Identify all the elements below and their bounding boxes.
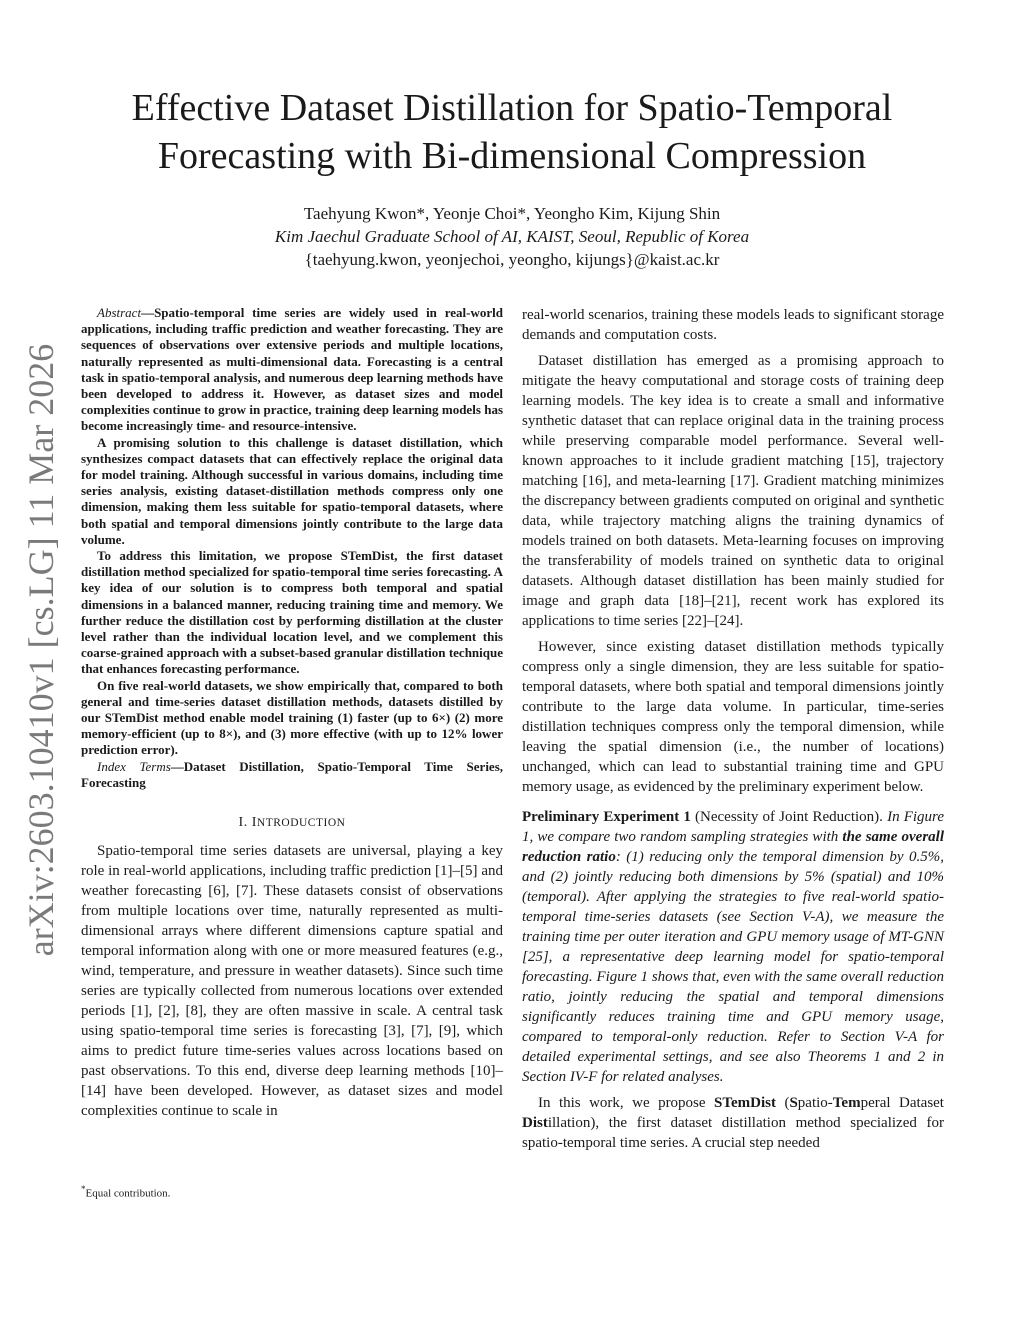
left-column bbox=[81, 305, 503, 1121]
author-names: Taehyung Kwon*, Yeonje Choi*, Yeongho Kim, Kijung Shin bbox=[303, 204, 721, 223]
section-heading-introduction bbox=[81, 815, 503, 831]
section-title-initial: I bbox=[251, 815, 257, 831]
right-paragraph-4 bbox=[522, 1093, 944, 1153]
index-terms-label: Index Terms bbox=[97, 758, 171, 774]
preliminary-experiment bbox=[522, 807, 944, 1087]
prelim-bold: the same overall reduction ratio bbox=[522, 829, 945, 865]
prelim-label: Preliminary Experiment 1 bbox=[522, 809, 691, 825]
abstract-paragraph-4: On five real-world datasets, we show empirically that, compared to both general and time-series dataset distillation methods, datasets distilled by our STemDist method enable model training (1) faster (up to 6×) (2) more memory-efficient (up to 8×), and (3) more effective (with up to 12% lower prediction error). bbox=[81, 677, 503, 758]
abstract-text-1: —Spatio-temporal time series are widely used in real-world applications, including traffic prediction and weather forecasting. They are sequences of observations over extensive periods and multiple locations, naturally represented as multi-dimensional data. Forecasting is a central task in spatio-temporal analysis, and numerous deep learning methods have been developed to address it. However, as dataset sizes and model complexities continue to grow in practice, training deep learning models has become increasingly time- and resource-intensive. bbox=[81, 305, 503, 434]
section-number: I. bbox=[238, 815, 248, 831]
title-line-2: Forecasting with Bi-dimensional Compression bbox=[157, 135, 867, 177]
footnote bbox=[81, 1182, 503, 1201]
title-line-1: Effective Dataset Distillation for Spatio-Temporal bbox=[131, 87, 893, 129]
index-terms-text: —Dataset Distillation, Spatio-Temporal Time Series, Forecasting bbox=[81, 758, 504, 790]
paper-title bbox=[60, 84, 964, 180]
p4-text-d: peral Dataset bbox=[860, 1095, 944, 1111]
prelim-text-b: : (1) reducing only the temporal dimension by 0.5%, and (2) jointly reducing both dimensions by 5% (spatial) and 10% (temporal). After applying the strategies to five real-world spatio-temporal time-series datasets (see Section V-A), we measure the training time per outer iteration and GPU memory usage of MT-GNN [25], a representative deep learning model for spatio-temporal forecasting. Figure 1 shows that, even with the same overall reduction ratio, jointly reducing the spatial and temporal dimensions significantly reduces training time and GPU memory usage, compared to temporal-only reduction. Refer to Section V-A for detailed experimental settings, and see also Theorems 1 and 2 in Section IV-F for related analyses. bbox=[522, 849, 944, 1085]
introduction-body bbox=[81, 841, 503, 1121]
acronym-tem: Tem bbox=[832, 1095, 861, 1111]
p4-text-b: ( bbox=[775, 1095, 790, 1111]
acronym-dist: Dist bbox=[522, 1115, 548, 1131]
abstract-paragraph-2: A promising solution to this challenge is dataset distillation, which synthesizes compact datasets that can effectively replace the original data for model training. Although successful in various domains, including time series analysis, existing dataset-distillation methods compress only one dimension, making them less suitable for spatio-temporal datasets, where both spatial and temporal dimensions jointly contribute to the large data volume. bbox=[81, 434, 503, 547]
acronym-s: S bbox=[789, 1095, 798, 1111]
intro-paragraph-1: Spatio-temporal time series datasets are universal, playing a key role in real-world applications, including traffic prediction [1]–[5] and weather forecasting [6], [7]. These datasets consist of observations from multiple locations over time, naturally represented as multi-dimensional arrays where different dimensions capture spatial and temporal information along with one or more measured features (e.g., wind, temperature, and pressure in weather datasets). Since such time series are typically collected from numerous locations over extended periods [1], [2], [8], they are often massive in scale. A central task using spatio-temporal time series is forecasting [3], [7], [9], which aims to predict future time-series values across locations based on past observations. To this end, diverse deep learning methods [10]–[14] have been developed. However, as dataset sizes and model complexities continue to scale in bbox=[81, 843, 503, 1120]
method-name: STemDist bbox=[714, 1095, 776, 1111]
affiliation: Kim Jaechul Graduate School of AI, KAIST, Seoul, Republic of Korea bbox=[274, 227, 750, 246]
abstract-paragraph-1 bbox=[81, 305, 503, 435]
p4-text-e: illation), the first dataset distillation method specialized for spatio-temporal time series. A crucial step needed bbox=[522, 1115, 944, 1151]
p4-text-a: In this work, we propose bbox=[538, 1095, 715, 1111]
index-terms bbox=[81, 759, 503, 791]
prelim-paren: (Necessity of Joint Reduction). bbox=[690, 809, 883, 825]
section-title-rest: NTRODUCTION bbox=[256, 817, 346, 830]
right-paragraph-0: real-world scenarios, training these models leads to significant storage demands and computation costs. bbox=[522, 307, 944, 343]
abstract-paragraph-3: To address this limitation, we propose STemDist, the first dataset distillation method specialized for spatio-temporal time series forecasting. A key idea of our solution is to compress both temporal and spatial dimensions in a balanced manner, reducing training time and memory. We further reduce the distillation cost by performing distillation at the cluster level rather than the individual location level, and we complement this coarse-grained approach with a subset-based granular distillation technique that enhances forecasting performance. bbox=[81, 548, 503, 677]
author-block bbox=[60, 202, 964, 271]
author-emails: {taehyung.kwon, yeonjechoi, yeongho, kijungs}@kaist.ac.kr bbox=[304, 250, 720, 269]
p4-text-c: patio- bbox=[797, 1095, 833, 1111]
footnote-marker: * bbox=[81, 1184, 86, 1194]
right-paragraph-1: Dataset distillation has emerged as a promising approach to mitigate the heavy computational and storage costs of training deep learning models. The key idea is to create a small and informative synthetic dataset that can replace original data in the training process while preserving comparable model performance. Several well-known approaches to it include gradient matching [15], trajectory matching [16], and meta-learning [17]. Gradient matching minimizes the discrepancy between gradients computed on original and synthetic data, while trajectory matching aligns the training dynamics of models trained on both datasets. Meta-learning focuses on improving the transferability of models trained on synthetic data to original datasets. Although dataset distillation has been mainly studied for image and graph data [18]–[21], recent work has explored its applications to time series [22]–[24]. bbox=[522, 353, 944, 629]
right-paragraph-2: However, since existing dataset distillation methods typically compress only a single dimension, they are less suitable for spatio-temporal datasets, where both spatial and temporal dimensions jointly contribute to the large data volume. In particular, time-series distillation techniques compress only the temporal dimension, while leaving the spatial dimension (i.e., the number of locations) unchanged, which can lead to substantial training time and GPU memory usage, as evidenced by the preliminary experiment below. bbox=[522, 639, 944, 795]
footnote-text: Equal contribution. bbox=[85, 1187, 171, 1200]
abstract-label: Abstract bbox=[97, 305, 142, 320]
arxiv-watermark: arXiv:2603.10410v1 [cs.LG] 11 Mar 2026 bbox=[21, 343, 61, 957]
prelim-text-a: In Figure 1, we compare two random sampling strategies with bbox=[522, 809, 944, 845]
right-column bbox=[522, 305, 944, 1159]
abstract bbox=[81, 305, 503, 791]
